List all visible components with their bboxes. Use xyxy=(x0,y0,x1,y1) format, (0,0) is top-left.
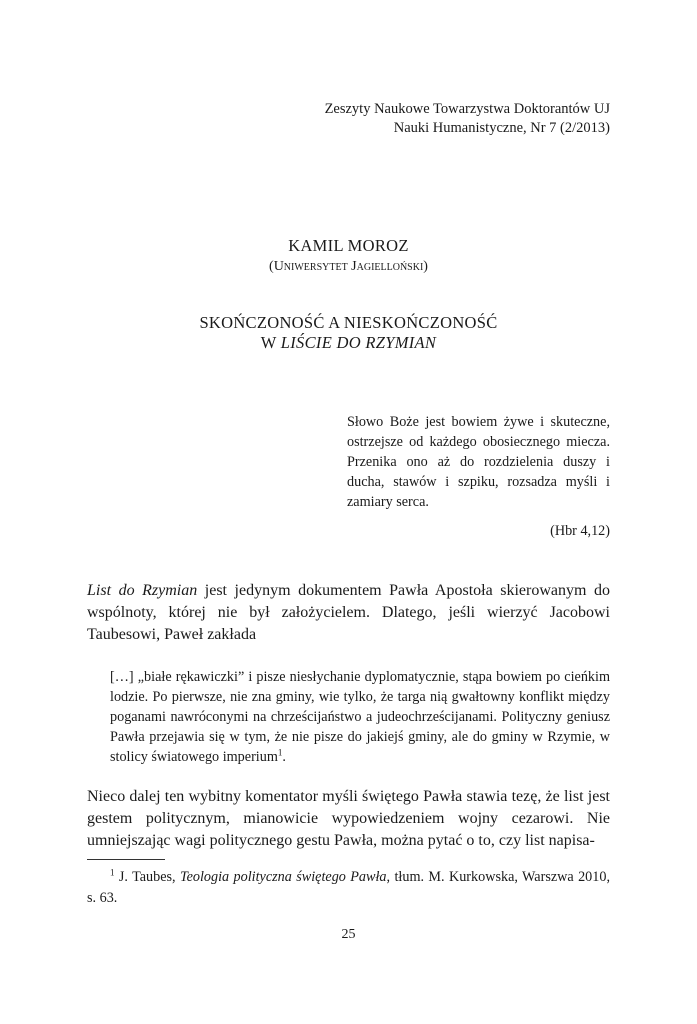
epigraph-reference: (Hbr 4,12) xyxy=(550,523,610,539)
title-line-1: SKOŃCZONOŚĆ A NIESKOŃCZONOŚĆ xyxy=(199,313,498,332)
paragraph-2-text: Nieco dalej ten wybitny komentator myśli świętego Pawła stawia tezę, że list jest gestem politycznym, mianowicie wypowiedzeniem wojny cezarowi. Nie umniejszając wagi politycznego gestu Pawła, można pytać o to, czy list napisa- xyxy=(87,788,610,849)
block-quote-text: […] „białe rękawiczki” i pisze niesłychanie dyplomatycznie, stąpa bowiem po cieńkim lodzie. Po pierwsze, nie zna gminy, wie tylko, że targa nią gwałtowny konflikt między poganami nawróconymi na chrześcijaństwo a judeochrześcijanami. Polityczny geniusz Pawła przejawia się w tym, że nie pisze do jakiejś gminy, ale do gminy w Rzymie, w stolicy światowego imperium xyxy=(110,669,610,765)
author-block xyxy=(0,236,697,276)
paragraph-1-text: jest jedynym dokumentem Pawła Apostoła skierowanym do wspólnoty, której nie był założycielem. Dlatego, jeśli wierzyć Jacobowi Taubesowi, Paweł zakłada xyxy=(87,582,610,643)
title-line-2-italic: LIŚCIE DO RZYMIAN xyxy=(280,333,437,352)
page-number: 25 xyxy=(341,927,356,942)
footnote xyxy=(87,867,610,909)
footnote-divider xyxy=(87,859,165,860)
paragraph-1-italic: List do Rzymian xyxy=(87,582,198,599)
article-title xyxy=(0,313,697,353)
epigraph xyxy=(347,412,610,512)
journal-title: Zeszyty Naukowe Towarzystwa Doktorantów UJ xyxy=(324,101,610,117)
block-quote-end: . xyxy=(282,749,286,765)
title-line-2-prefix: W xyxy=(260,333,281,352)
footnote-mark: 1 xyxy=(110,867,115,878)
author-affiliation: (Uniwersytet Jagielloński) xyxy=(269,259,428,274)
footnote-reference[interactable]: 1 xyxy=(277,747,283,758)
footnote-title: Teologia polityczna świętego Pawła xyxy=(180,869,387,885)
journal-header xyxy=(325,100,610,138)
block-quote xyxy=(110,667,610,767)
paragraph-2 xyxy=(87,786,610,851)
footnote-prefix: J. Taubes, xyxy=(114,869,180,885)
footnote-suffix: , tłum. M. Kurkowska, Warszwa 2010, s. 63. xyxy=(87,869,610,906)
paragraph-1 xyxy=(87,580,610,645)
epigraph-text: Słowo Boże jest bowiem żywe i skuteczne, ostrzejsze od każdego obosiecznego miecza. Przenika ono aż do rozdzielenia duszy i ducha, stawów i szpiku, rozsadza myśli i zamiary serca. xyxy=(347,414,610,510)
title-line-2 xyxy=(0,333,697,353)
journal-issue: Nauki Humanistyczne, Nr 7 (2/2013) xyxy=(393,120,610,136)
author-name: KAMIL MOROZ xyxy=(288,236,409,255)
